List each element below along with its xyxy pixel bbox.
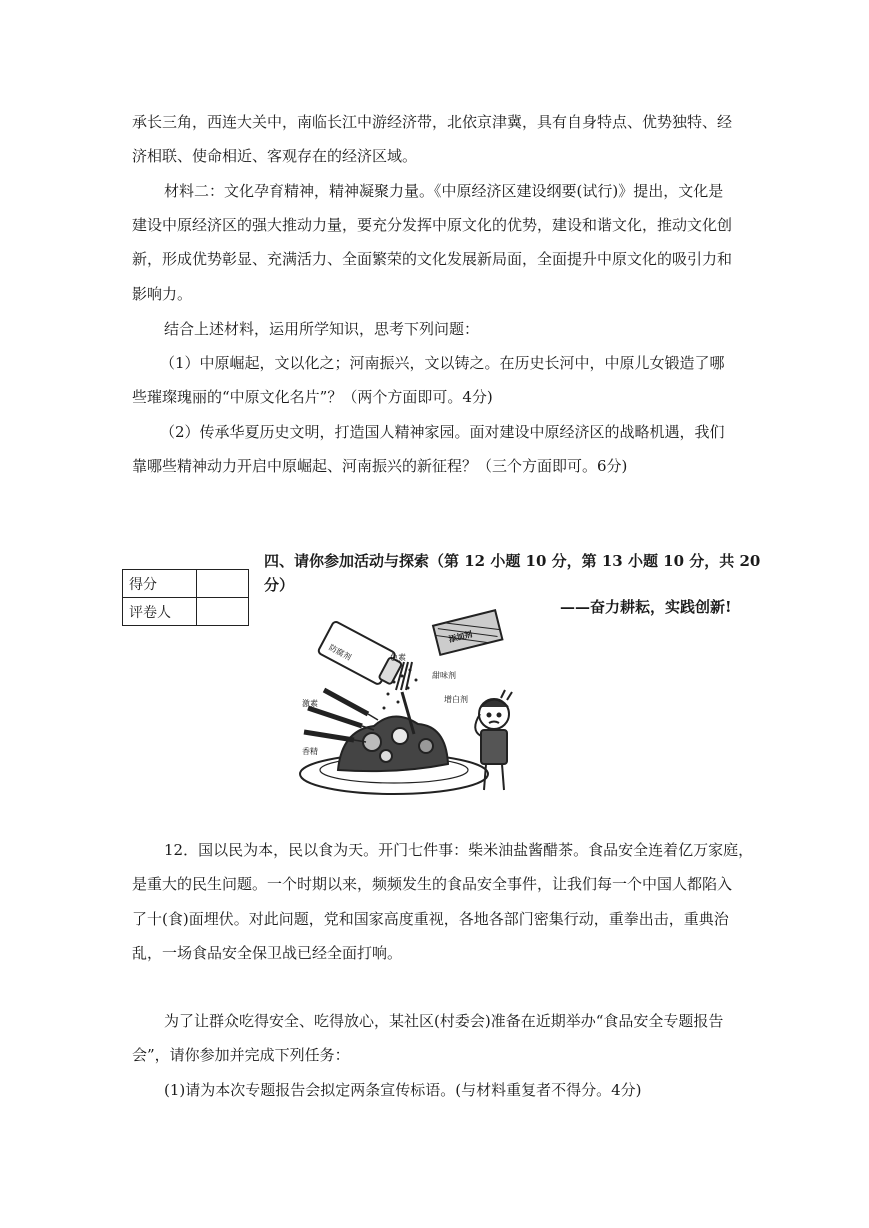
- question-2-line-1: （2）传承华夏历史文明，打造国人精神家园。面对建设中原经济区的战略机遇，我们: [160, 423, 725, 441]
- question-2-line-2: 靠哪些精神动力开启中原崛起、河南振兴的新征程？（三个方面即可。6分): [132, 457, 628, 475]
- label-hormone: 激素: [302, 699, 318, 708]
- question-12-line-1: 12．国以民为本，民以食为天。开门七件事：柴米油盐酱醋茶。食品安全连着亿万家庭，: [164, 841, 754, 859]
- task-line-1: 为了让群众吃得安全、吃得放心，某社区(村委会)准备在近期举办“食品安全专题报告: [164, 1012, 724, 1030]
- question-12-line-3: 了十(食)面埋伏。对此问题，党和国家高度重视，各地各部门密集行动，重拳出击，重典治: [132, 910, 729, 928]
- score-row: [123, 570, 249, 598]
- section-4-title-line-2: 分）: [264, 576, 295, 594]
- grader-value-cell[interactable]: [197, 598, 249, 626]
- material2-line-4: 影响力。: [132, 285, 193, 303]
- question-1-line-1: （1）中原崛起，文以化之；河南振兴，文以铸之。在历史长河中，中原儿女锻造了哪: [160, 354, 725, 372]
- question-12-line-4: 乱，一场食品安全保卫战已经全面打响。: [132, 944, 403, 962]
- question-1-line-2: 些璀璨瑰丽的“中原文化名片”？（两个方面即可。4分): [132, 388, 493, 406]
- question-12-line-2: 是重大的民生问题。一个时期以来，频频发生的食品安全事件，让我们每一个中国人都陷入: [132, 875, 733, 893]
- label-flavor: 香精: [302, 747, 318, 756]
- label-preservative: 防腐剂: [327, 642, 353, 663]
- material2-line-2: 建设中原经济区的强大推动力量，要充分发挥中原文化的优势，建设和谐文化，推动文化创: [132, 216, 733, 234]
- label-pigment: 色素: [390, 653, 406, 662]
- grader-label: 评卷人: [123, 598, 197, 626]
- score-value-cell[interactable]: [197, 570, 249, 598]
- instruction: 结合上述材料，运用所学知识，思考下列问题：: [164, 320, 480, 338]
- grader-row: [123, 598, 249, 626]
- task-line-2: 会”，请你参加并完成下列任务：: [132, 1046, 350, 1064]
- task-item-1: (1)请为本次专题报告会拟定两条宣传标语。(与材料重复者不得分。4分): [164, 1081, 642, 1099]
- score-table: [122, 569, 249, 626]
- label-brightener: 增白剂: [444, 695, 468, 704]
- food-safety-cartoon-icon: [298, 604, 530, 800]
- material2-line-1: 材料二：文化孕育精神，精神凝聚力量。《中原经济区建设纲要(试行)》提出，文化是: [164, 182, 724, 200]
- section-4-motto: ——奋力耕耘，实践创新!: [560, 598, 732, 616]
- material1-line-2: 济相联、使命相近、客观存在的经济区域。: [132, 147, 418, 165]
- score-label: 得分: [123, 570, 197, 598]
- label-sweetener: 甜味剂: [432, 671, 456, 680]
- material2-line-3: 新，形成优势彰显、充满活力、全面繁荣的文化发展新局面，全面提升中原文化的吸引力和: [132, 250, 733, 268]
- section-4-title-line-1: 四、请你参加活动与探索（第 12 小题 10 分，第 13 小题 10 分，共 20: [264, 552, 761, 570]
- material1-line-1: 承长三角，西连大关中，南临长江中游经济带，北依京津冀，具有自身特点、优势独特、经: [132, 113, 733, 131]
- label-additive: 添加剂: [447, 629, 474, 645]
